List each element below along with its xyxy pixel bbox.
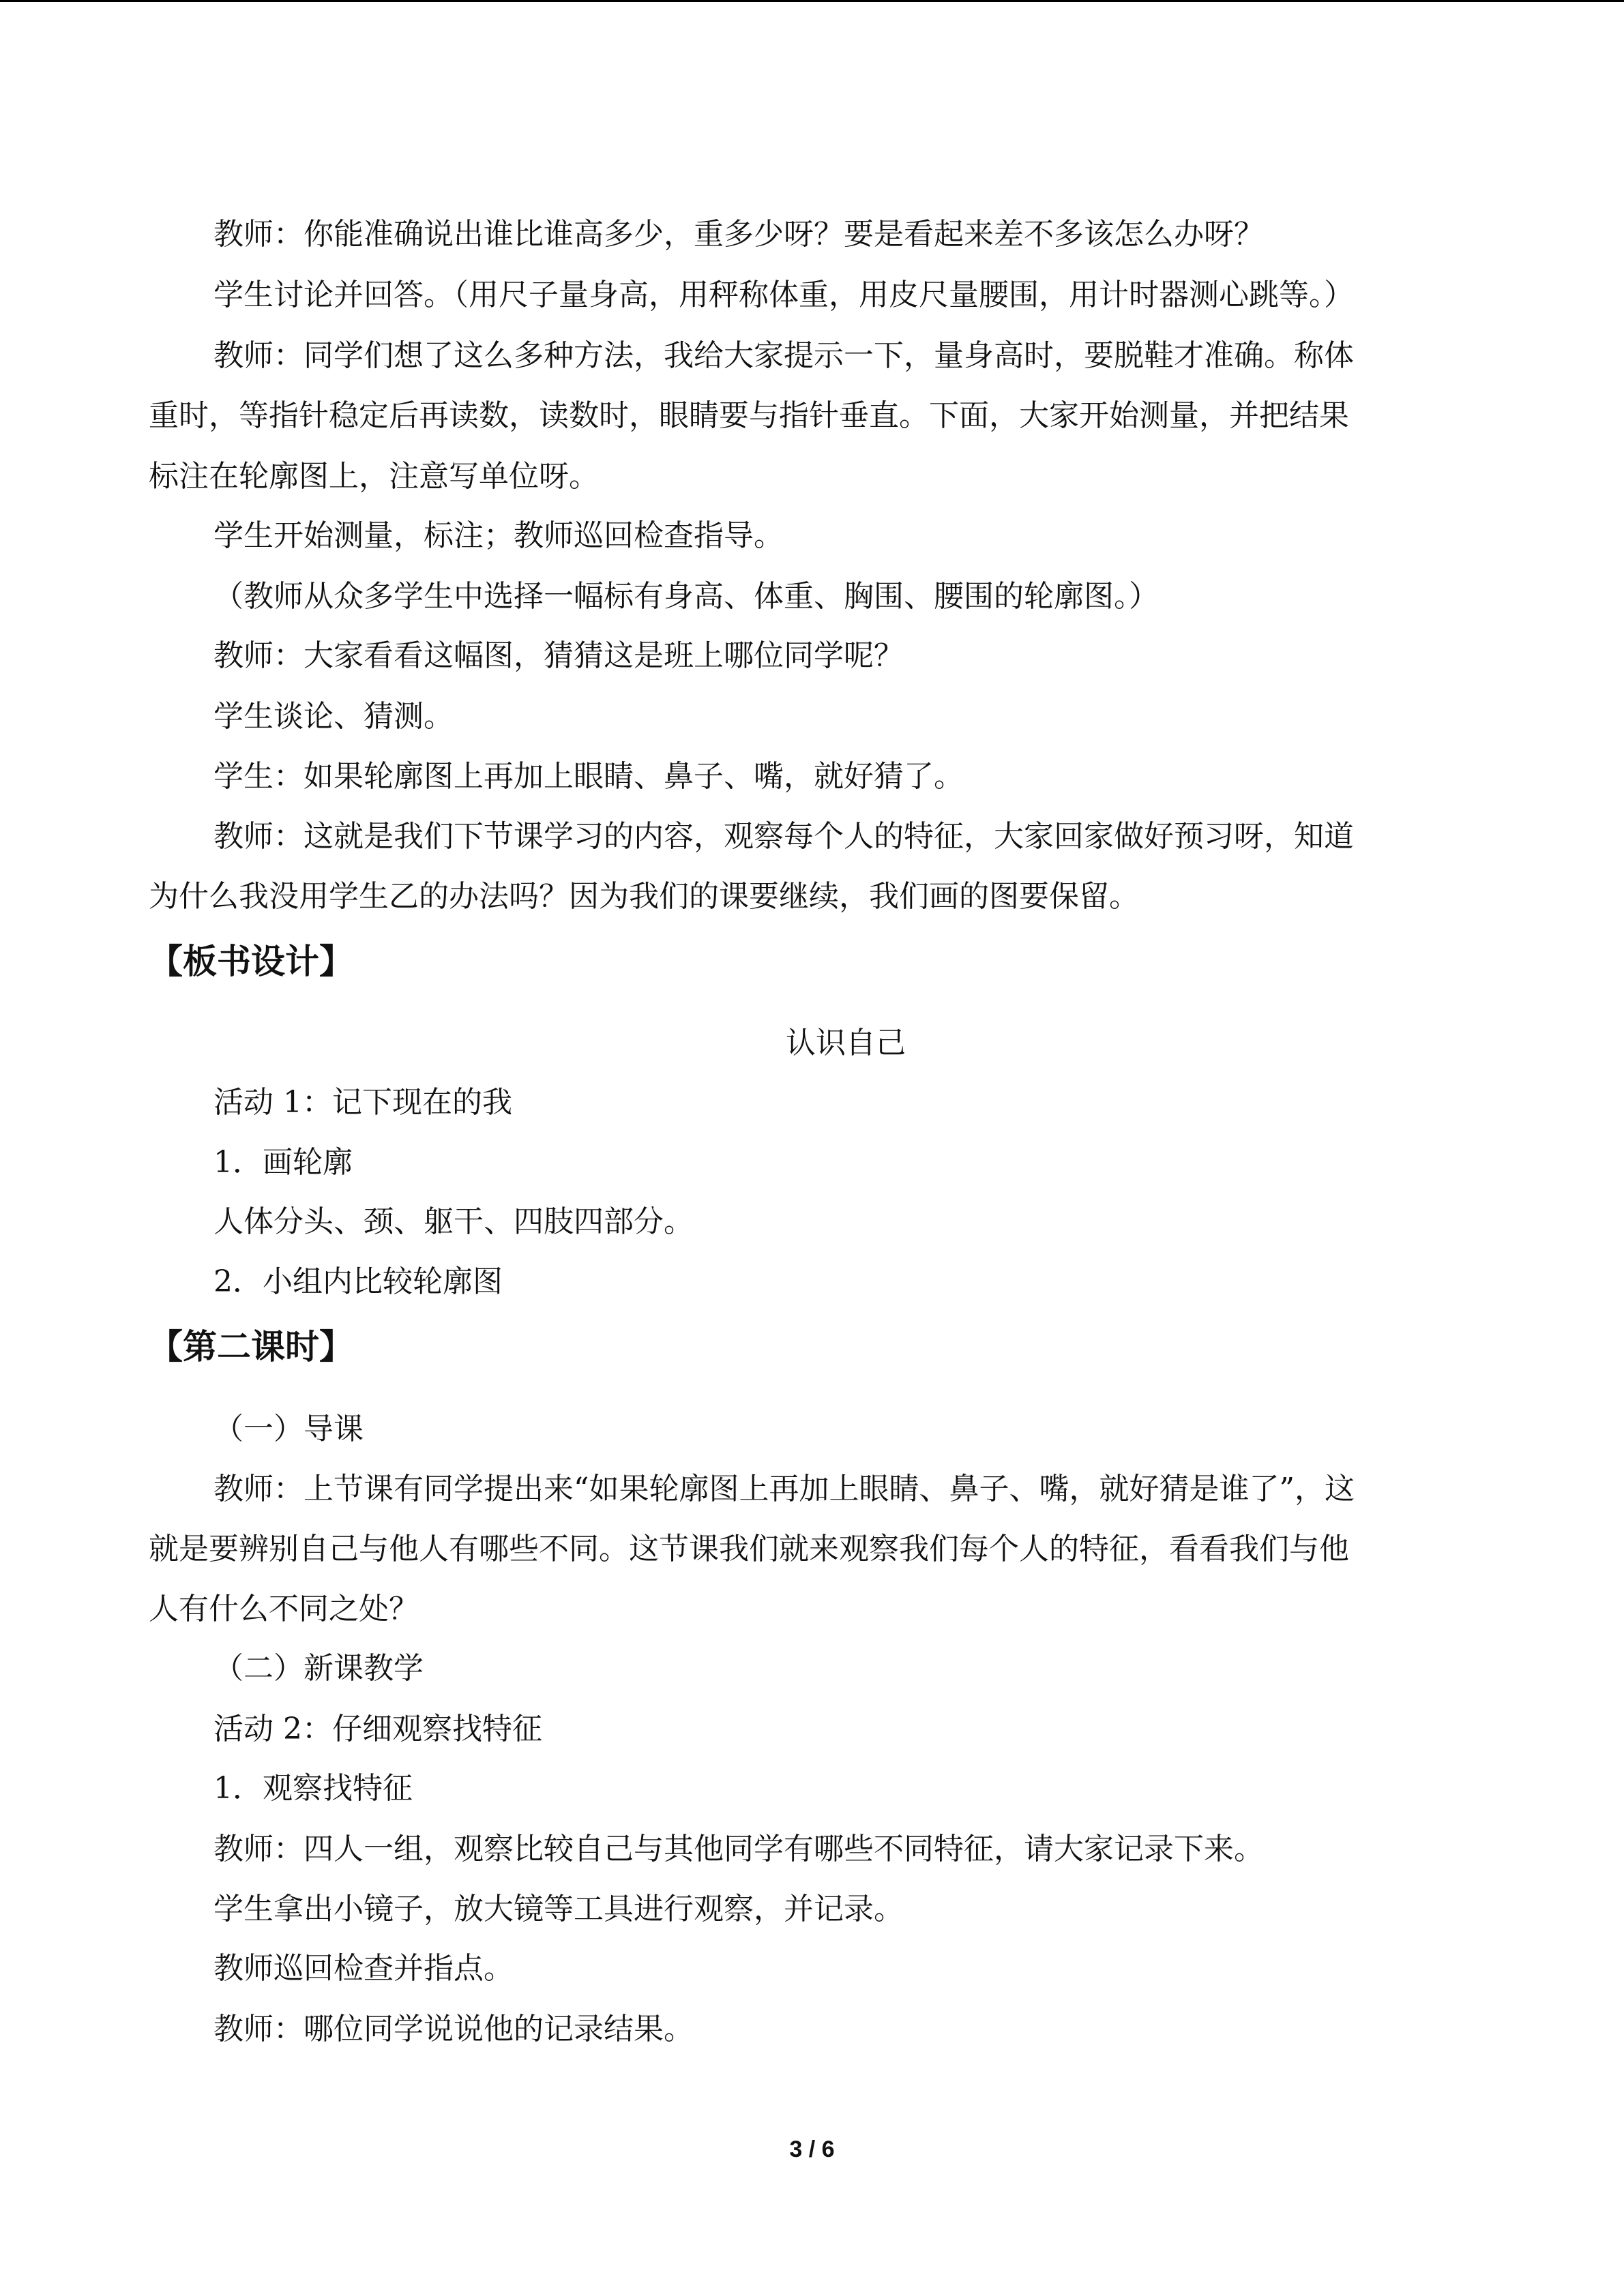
paragraph-line: 教师：四人一组，观察比较自己与其他同学有哪些不同特征，请大家记录下来。: [213, 1832, 1264, 1866]
paragraph-line: （教师从众多学生中选择一幅标有身高、体重、胸围、腰围的轮廓图。）: [213, 579, 1159, 614]
paragraph-line: 为什么我没用学生乙的办法吗？因为我们的课要继续，我们画的图要保留。: [149, 879, 1139, 914]
paragraph-line: 活动 2：仔细观察找特征: [213, 1712, 542, 1746]
paragraph-line: 学生拿出小镜子，放大镜等工具进行观察，并记录。: [213, 1892, 904, 1926]
paragraph-line: 教师巡回检查并指点。: [213, 1951, 514, 1986]
paragraph-line: 1．观察找特征: [213, 1771, 413, 1806]
paragraph-line: （二）新课教学: [213, 1651, 424, 1686]
paragraph-line: 教师：同学们想了这么多种方法，我给大家提示一下，量身高时，要脱鞋才准确。称体: [213, 338, 1354, 373]
paragraph-line: 学生讨论并回答。（用尺子量身高，用秤称体重，用皮尺量腰围，用计时器测心跳等。）: [213, 278, 1354, 312]
board-item-detail: 人体分头、颈、躯干、四肢四部分。: [213, 1204, 694, 1239]
paragraph-line: 教师：这就是我们下节课学习的内容，观察每个人的特征，大家回家做好预习呀，知道: [213, 819, 1354, 854]
paragraph-line: （一）导课: [213, 1412, 364, 1446]
paragraph-line: 重时，等指针稳定后再读数，读数时，眼睛要与指针垂直。下面，大家开始测量，并把结果: [149, 398, 1349, 433]
board-activity: 活动 1：记下现在的我: [213, 1085, 512, 1120]
paragraph-line: 教师：哪位同学说说他的记录结果。: [213, 2012, 694, 2046]
paragraph-line: 教师：大家看看这幅图，猜猜这是班上哪位同学呢？: [213, 638, 904, 673]
paragraph-line: 学生开始测量，标注；教师巡回检查指导。: [213, 518, 784, 553]
paragraph-line: 学生：如果轮廓图上再加上眼睛、鼻子、嘴，就好猜了。: [213, 759, 964, 794]
section-heading-board-design: 【板书设计】: [149, 942, 353, 981]
board-item: 2．小组内比较轮廓图: [213, 1264, 503, 1299]
board-item: 1．画轮廓: [213, 1145, 353, 1180]
page-number: 3 / 6: [789, 2136, 835, 2162]
paragraph-line: 就是要辨别自己与他人有哪些不同。这节课我们就来观察我们每个人的特征，看看我们与他: [149, 1532, 1349, 1566]
board-title: 认识自己: [786, 1026, 906, 1060]
paragraph-line: 教师：你能准确说出谁比谁高多少，重多少呀？要是看起来差不多该怎么办呀？: [213, 217, 1264, 252]
section-heading-second-lesson: 【第二课时】: [149, 1327, 353, 1367]
paragraph-line: 人有什么不同之处？: [149, 1592, 419, 1626]
paragraph-line: 教师：上节课有同学提出来“如果轮廓图上再加上眼睛、鼻子、嘴，就好猜是谁了”，这: [213, 1472, 1355, 1506]
paragraph-line: 标注在轮廓图上，注意写单位呀。: [149, 459, 599, 494]
paragraph-line: 学生谈论、猜测。: [213, 699, 454, 734]
